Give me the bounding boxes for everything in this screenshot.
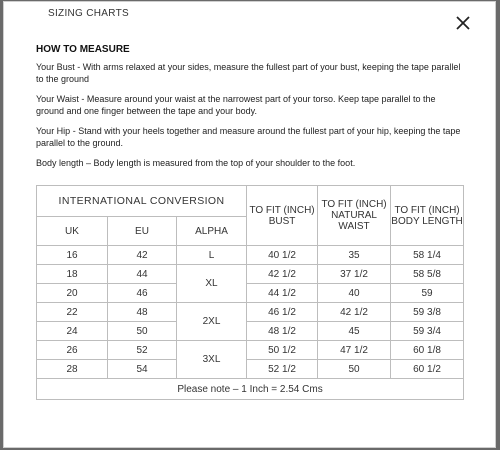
cell-alpha: XL xyxy=(177,265,247,303)
cell-length: 59 3/8 xyxy=(391,303,464,322)
cell-uk: 18 xyxy=(37,265,108,284)
how-to-measure-heading: HOW TO MEASURE xyxy=(36,44,130,55)
header-bust: TO FIT (INCH) BUST xyxy=(247,186,318,246)
cell-eu: 52 xyxy=(108,341,177,360)
cell-waist: 45 xyxy=(318,322,391,341)
cell-length: 59 xyxy=(391,284,464,303)
cell-waist: 42 1/2 xyxy=(318,303,391,322)
cell-alpha: 3XL xyxy=(177,341,247,379)
cell-eu: 54 xyxy=(108,360,177,379)
header-alpha: ALPHA xyxy=(177,217,247,246)
cell-length: 60 1/2 xyxy=(391,360,464,379)
waist-instruction: Your Waist - Measure around your waist at the narrowest part of your torso. Keep tape parallel to the ground and one finger between the tape and your body. xyxy=(36,94,436,116)
cell-bust: 40 1/2 xyxy=(247,246,318,265)
table-row xyxy=(37,303,464,322)
cell-bust: 42 1/2 xyxy=(247,265,318,284)
cell-uk: 26 xyxy=(37,341,108,360)
dialog-title: SIZING CHARTS xyxy=(48,8,129,19)
cell-length: 58 1/4 xyxy=(391,246,464,265)
cell-waist: 40 xyxy=(318,284,391,303)
conversion-note: Please note – 1 Inch = 2.54 Cms xyxy=(37,379,464,400)
header-body-length: TO FIT (INCH) BODY LENGTH xyxy=(391,186,464,246)
cell-length: 59 3/4 xyxy=(391,322,464,341)
table-row xyxy=(37,284,464,303)
header-eu: EU xyxy=(108,217,177,246)
cell-uk: 20 xyxy=(37,284,108,303)
cell-eu: 42 xyxy=(108,246,177,265)
cell-alpha: 2XL xyxy=(177,303,247,341)
cell-waist: 47 1/2 xyxy=(318,341,391,360)
header-international-conversion: INTERNATIONAL CONVERSION xyxy=(37,186,247,217)
cell-eu: 48 xyxy=(108,303,177,322)
body-length-instruction: Body length – Body length is measured from the top of your shoulder to the foot. xyxy=(36,158,356,168)
table-row xyxy=(37,341,464,360)
cell-bust: 46 1/2 xyxy=(247,303,318,322)
header-uk: UK xyxy=(37,217,108,246)
cell-alpha: L xyxy=(177,246,247,265)
size-chart-table xyxy=(36,185,464,400)
table-row xyxy=(37,246,464,265)
cell-bust: 44 1/2 xyxy=(247,284,318,303)
cell-uk: 16 xyxy=(37,246,108,265)
cell-uk: 28 xyxy=(37,360,108,379)
table-row xyxy=(37,322,464,341)
close-button[interactable] xyxy=(455,15,471,31)
header-waist: TO FIT (INCH) NATURAL WAIST xyxy=(318,186,391,246)
cell-uk: 24 xyxy=(37,322,108,341)
cell-eu: 46 xyxy=(108,284,177,303)
cell-bust: 52 1/2 xyxy=(247,360,318,379)
cell-uk: 22 xyxy=(37,303,108,322)
instructions-section xyxy=(36,44,466,179)
cell-waist: 37 1/2 xyxy=(318,265,391,284)
bust-instruction: Your Bust - With arms relaxed at your sides, measure the fullest part of your bust, keeping the tape parallel to the ground xyxy=(36,62,461,84)
cell-waist: 50 xyxy=(318,360,391,379)
cell-bust: 50 1/2 xyxy=(247,341,318,360)
close-icon xyxy=(455,15,471,31)
cell-length: 58 5/8 xyxy=(391,265,464,284)
hip-instruction: Your Hip - Stand with your heels together and measure around the fullest part of your hip, keeping the tape parallel to the ground. xyxy=(36,126,461,148)
cell-length: 60 1/8 xyxy=(391,341,464,360)
cell-eu: 50 xyxy=(108,322,177,341)
table-row xyxy=(37,360,464,379)
cell-waist: 35 xyxy=(318,246,391,265)
table-row xyxy=(37,265,464,284)
cell-bust: 48 1/2 xyxy=(247,322,318,341)
cell-eu: 44 xyxy=(108,265,177,284)
